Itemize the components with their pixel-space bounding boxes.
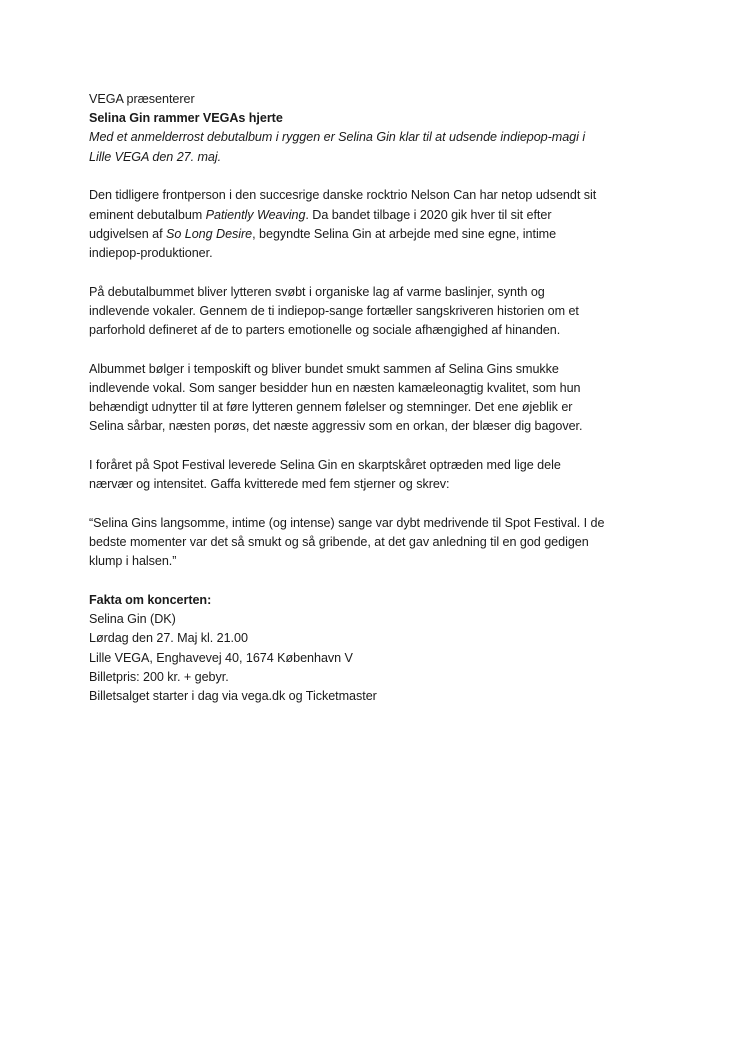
paragraph-line: I foråret på Spot Festival leverede Selina Gin en skarptskåret optræden med lige dele — [89, 458, 561, 473]
album-title: Patiently Weaving — [205, 207, 306, 222]
facts-heading: Fakta om koncerten: — [89, 593, 212, 608]
concert-facts — [89, 591, 669, 706]
text-run: udgivelsen af — [89, 226, 167, 241]
headline: Selina Gin rammer VEGAs hjerte — [89, 111, 283, 126]
fact-item: Lørdag den 27. Maj kl. 21.00 — [89, 631, 248, 646]
paragraph-festival — [89, 456, 669, 494]
fact-item: Selina Gin (DK) — [89, 612, 176, 627]
paragraph-album — [89, 283, 669, 341]
quote-line: bedste momenter var det så smukt og så gribende, at det gav anledning til en god gedigen — [89, 535, 589, 550]
text-run: . Da bandet tilbage i 2020 gik hver til sit efter — [305, 207, 552, 222]
text-run: eminent debutalbum — [89, 207, 206, 222]
subhead-line: Med et anmelderrost debutalbum i ryggen er Selina Gin klar til at udsende indiepop-magi i — [89, 130, 586, 145]
text-run: , begyndte Selina Gin at arbejde med sine egne, intime — [252, 226, 557, 241]
paragraph-line: behændigt udnytter til at føre lytteren gennem følelser og stemninger. Det ene øjeblik er — [89, 400, 573, 415]
press-release — [89, 90, 669, 706]
paragraph-line: Selina sårbar, næsten porøs, det næste aggressiv som en orkan, der blæser dig bagover. — [89, 419, 583, 434]
paragraph-line: parforhold defineret af de to parters emotionelle og sociale afhængighed af hinanden. — [89, 323, 561, 338]
fact-item: Billetpris: 200 kr. + gebyr. — [89, 669, 229, 684]
quote-line: klump i halsen.” — [89, 554, 177, 569]
fact-item: Lille VEGA, Enghavevej 40, 1674 København V — [89, 650, 353, 665]
paragraph-line: indlevende vokaler. Gennem de ti indiepop-sange fortæller sangskriveren historien om et — [89, 303, 579, 318]
subhead-line: Lille VEGA den 27. maj. — [89, 149, 222, 164]
paragraph-line — [89, 225, 669, 244]
paragraph-line: indlevende vokal. Som sanger besidder hun en næsten kamæleonagtig kvalitet, som hun — [89, 380, 581, 395]
paragraph-line: Albummet bølger i temposkift og bliver bundet smukt sammen af Selina Gins smukke — [89, 361, 559, 376]
paragraph-line: nærvær og intensitet. Gaffa kvitterede med fem stjerner og skrev: — [89, 477, 450, 492]
paragraph-line: Den tidligere frontperson i den succesrige danske rocktrio Nelson Can har netop udsendt sit — [89, 188, 597, 203]
paragraph-line — [89, 206, 669, 225]
paragraph-intro — [89, 186, 669, 263]
fact-item: Billetsalget starter i dag via vega.dk og Ticketmaster — [89, 689, 377, 704]
paragraph-vocal — [89, 360, 669, 437]
review-quote — [89, 514, 669, 572]
paragraph-line: indiepop-produktioner. — [89, 245, 213, 260]
paragraph-line: På debutalbummet bliver lytteren svøbt i organiske lag af varme baslinjer, synth og — [89, 284, 545, 299]
album-title: So Long Desire — [166, 226, 253, 241]
presenter-line: VEGA præsenterer — [89, 92, 195, 106]
quote-line: “Selina Gins langsomme, intime (og intense) sange var dybt medrivende til Spot Festival. I de — [89, 515, 605, 530]
